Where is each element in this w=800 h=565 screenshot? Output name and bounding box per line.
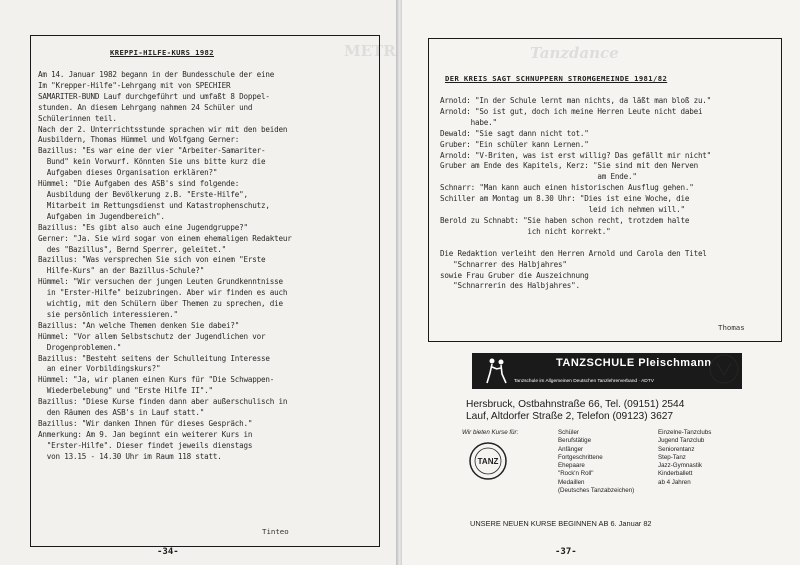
courses-start-note: UNSERE NEUEN KURSE BEGINNEN AB 6. Januar 82 bbox=[470, 519, 652, 528]
dance-seal-icon bbox=[468, 441, 508, 481]
page-number: -34- bbox=[157, 547, 179, 557]
page-number: -37- bbox=[555, 547, 577, 557]
svg-text:TANZ: TANZ bbox=[477, 457, 499, 466]
quotes-heading: DER KREIS SAGT SCHNUPPERN STROMGEMEINDE 1981/82 bbox=[445, 74, 668, 83]
dancers-icon bbox=[484, 357, 510, 385]
courses-list-2: Einzelne-Tanzclubs Jugend Tanzclub Seniorentanz Step-Tanz Jazz-Gymnastik Kinderballett ab 4 Jahren bbox=[658, 429, 712, 486]
school-subtitle: Tanzschule im Allgemeinen Deutschen Tanzlehrerverband · ADTV bbox=[514, 379, 654, 384]
address-lauf: Lauf, Altdorfer Straße 2, Telefon (09123) 3627 bbox=[466, 411, 674, 422]
quotes-body: Arnold: "In der Schule lernt man nichts, da läßt man bloß zu." Arnold: "So ist gut, doch ich meine Herren Leute nicht dabei habe." Dewald: "Sie sagt dann nicht tot." Gruber: "Ein schüler kann Lernen." Arnold: "V-Briten, was ist erst willig? Das gefällt mir nicht" Gruber am Ende des Kapitels, Kerz: "Sie sind mit den Nerven am Ende." Schnarr: "Man kann auch einen historischen Ausflug gehen." Schiller am Montag um 8.30 Uhr: "Dies ist eine Woche, die leid ich nehmen will." Berold zu Schnabt: "Sie haben schon recht, trotzdem halte ich nicht korrekt." Die Redaktion verleiht den Herren Arnold und Carola den Titel "Schnarrer des Halbjahres" sowie Frau Gruber die Auszeichnung "Schnarrerin des Halbjahres". bbox=[440, 96, 712, 291]
author-signature: Tinteo bbox=[262, 527, 289, 536]
dance-school-ad bbox=[462, 347, 760, 537]
bleed-through-text: METR bbox=[344, 42, 396, 60]
author-signature: Thomas bbox=[718, 323, 745, 332]
ad-banner bbox=[472, 353, 742, 389]
bleed-through-text: Tanzdance bbox=[530, 44, 619, 62]
courses-intro: Wir bieten Kurse für: bbox=[462, 429, 519, 436]
adtv-logo-icon bbox=[708, 353, 740, 385]
address-hersbruck: Hersbruck, Ostbahnstraße 66, Tel. (09151) 2544 bbox=[466, 399, 685, 410]
article-heading: KREPPI-HILFE-KURS 1982 bbox=[110, 48, 214, 57]
article-body: Am 14. Januar 1982 begann in der Bundesschule der eine Im "Krepper-Hilfe"-Lehrgang mit von SPECHIER SAMARITER-BUND Lauf durchgeführt und umfaßt 8 Doppel- stunden. An diesem Lehrgang nahmen 24 Schüler und Schülerinnen teil. Nach der 2. Unterrichtsstunde sprachen wir mit den beiden Ausbildern, Thomas Hümmel und Wolfgang Gerner: Bazillus: "Es war eine der vier "Arbeiter-Samariter- Bund" kein Vorwurf. Könnten Sie uns bitte kurz die Aufgaben dieses Organisation erklären?" Hümmel: "Die Aufgaben des ASB's sind folgende: Ausbildung der Bevölkerung z.B. "Erste-Hilfe", Mitarbeit im Rettungsdienst und Katastrophenschutz, Aufgaben im Jugendbereich". Bazillus: "Es gibt also auch eine Jugendgruppe?" Gerner: "Ja. Sie wird sogar von einem ehemaligen Redakteur des "Bazillus", Bernd Sperrer, geleitet." Bazillus: "Was versprechen Sie sich von einem "Erste Hilfe-Kurs" an der Bazillus-Schule?" Hümmel: "Wir versuchen der jungen Leuten Grundkenntnisse in "Erster-Hilfe" beizubringen. Aber wir finden es auch wichtig, mit den Schülern über Themen zu sprechen, die sie persönlich interessieren." Bazillus: "An welche Themen denken Sie dabei?" Hümmel: "Vor allem Selbstschutz der Jugendlichen vor Drogenproblemen." Bazillus: "Besteht seitens der Schulleitung Interesse an einer Vorbildingskurs?" Hümmel: "Ja, wir planen einen Kurs für "Die Schwappen- Wiederbelebung" und "Erste Hilfe II"." Bazillus: "Diese Kurse finden dann aber außerschulisch in den Räumen des ASB's in Lauf statt." Bazillus: "Wir danken Ihnen für dieses Gespräch." Anmerkung: Am 9. Jan beginnt ein weiterer Kurs in "Erster-Hilfe". Dieser findet jeweils dienstags von 13.15 - 14.30 Uhr im Raum 118 statt. bbox=[38, 70, 292, 461]
left-page bbox=[0, 0, 398, 565]
courses-list-1: Schüler Berufstätige Anfänger Fortgeschrittene Ehepaare "Rock'n Roll" Medaillen (Deutsches Tanzabzeichen) bbox=[558, 429, 635, 495]
school-name: TANZSCHULE Pleischmann bbox=[556, 357, 712, 369]
